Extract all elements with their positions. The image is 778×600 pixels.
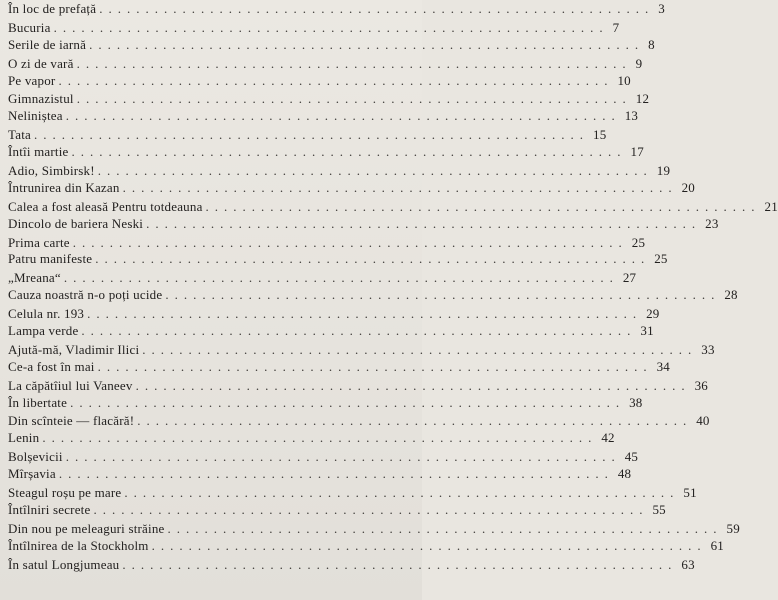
toc-entry	[8, 556, 695, 574]
toc-entry-title: Întîlnirea de la Stockholm	[8, 537, 149, 553]
toc-entry-page-number: 21	[764, 198, 778, 214]
toc-entry	[8, 394, 643, 412]
toc-entry	[8, 19, 620, 37]
toc-entry	[8, 36, 655, 54]
toc-entry-title: Lenin	[8, 430, 40, 446]
toc-entry-page-number: 63	[681, 556, 695, 572]
toc-entry-page-number: 25	[654, 251, 668, 267]
toc-entry	[8, 520, 740, 538]
toc-entry-title: Întîi martie	[8, 144, 69, 160]
dot-leader: ............................................................	[72, 234, 628, 250]
toc-entry-page-number: 3	[658, 1, 665, 16]
dot-leader: ............................................................	[58, 72, 614, 88]
toc-entry-page-number: 51	[683, 485, 697, 501]
dot-leader: ............................................................	[81, 323, 637, 339]
toc-entry	[8, 269, 637, 287]
toc-entry	[8, 377, 708, 395]
dot-leader: ............................................................	[165, 287, 721, 303]
toc-entry-page-number: 8	[648, 36, 655, 52]
toc-entry-page-number: 23	[705, 215, 719, 231]
toc-entry-title: „Mreana“	[8, 270, 61, 286]
toc-entry-title: Steagul roșu pe mare	[8, 485, 122, 501]
toc-entry-page-number: 27	[622, 270, 637, 286]
toc-entry	[8, 429, 615, 447]
dot-leader: ............................................................	[95, 251, 651, 267]
dot-leader: ............................................................	[89, 36, 645, 52]
toc-entry	[8, 90, 650, 108]
dot-leader: ............................................................	[146, 215, 702, 231]
toc-entry	[8, 448, 639, 466]
toc-entry-page-number: 13	[624, 108, 639, 124]
dot-leader: ............................................................	[58, 466, 614, 482]
toc-entry-title: Neliniștea	[8, 108, 63, 124]
toc-entry-page-number: 12	[635, 91, 650, 107]
toc-entry-title: Adio, Simbirsk!	[8, 163, 95, 179]
dot-leader: ............................................................	[93, 501, 649, 517]
toc-entry-title: Ajută-mă, Vladimir Ilici	[8, 341, 140, 357]
toc-entry-title: În loc de prefață	[8, 1, 97, 16]
dot-leader: ............................................................	[70, 394, 626, 410]
toc-entry-title: Întîlniri secrete	[8, 501, 91, 517]
toc-entry-title: Lampa verde	[8, 323, 79, 339]
toc-entry	[8, 341, 715, 359]
toc-entry-page-number: 15	[593, 127, 607, 143]
toc-entry-page-number: 55	[652, 501, 666, 517]
toc-entry-title: Dincolo de bariera Neski	[8, 215, 144, 231]
toc-entry	[8, 537, 724, 555]
toc-entry-title: O zi de vară	[8, 55, 74, 71]
toc-entry-title: Ce-a fost în mai	[8, 358, 95, 374]
dot-leader: ............................................................	[53, 19, 609, 35]
dot-leader: ............................................................	[122, 556, 678, 572]
toc-entry	[8, 501, 666, 519]
toc-entry-page-number: 34	[656, 358, 671, 374]
toc-entry-page-number: 25	[631, 234, 646, 250]
dot-leader: ............................................................	[71, 144, 627, 160]
toc-entry	[8, 250, 668, 268]
dot-leader: ............................................................	[42, 430, 598, 446]
toc-entry-title: Calea a fost aleasă Pentru totdeauna	[8, 198, 203, 214]
toc-entry-page-number: 33	[701, 341, 715, 357]
toc-entry-page-number: 48	[617, 466, 632, 482]
toc-entry-title: La căpătîiul lui Vaneev	[8, 377, 133, 393]
toc-entry-title: Bolșevicii	[8, 449, 63, 465]
dot-leader: ............................................................	[65, 449, 621, 465]
toc-entry	[8, 179, 695, 197]
toc-entry-title: Patru manifeste	[8, 251, 93, 267]
dot-leader: ............................................................	[63, 270, 619, 286]
toc-entry-title: Mîrșavia	[8, 466, 56, 482]
toc-entry	[8, 198, 778, 216]
toc-entry-page-number: 61	[710, 537, 724, 553]
toc-entry-title: În libertate	[8, 394, 68, 410]
toc-entry	[8, 484, 697, 502]
dot-leader: ............................................................	[34, 127, 589, 143]
toc-entry	[8, 305, 660, 323]
dot-leader: ............................................................	[137, 413, 693, 429]
dot-leader: ............................................................	[167, 520, 723, 536]
toc-entry-title: Gimnazistul	[8, 91, 74, 107]
dot-leader: ............................................................	[205, 198, 761, 214]
toc-entry-title: Prima carte	[8, 234, 70, 250]
toc-entry	[8, 215, 719, 233]
toc-entry	[8, 162, 671, 180]
dot-leader: ............................................................	[99, 1, 655, 16]
toc-entry-page-number: 28	[724, 287, 738, 303]
dot-leader: ............................................................	[76, 55, 632, 71]
toc-entry	[8, 55, 643, 73]
toc-entry-title: Bucuria	[8, 19, 51, 35]
dot-leader: ............................................................	[122, 179, 678, 195]
dot-leader: ............................................................	[142, 341, 698, 357]
toc-entry-title: Pe vapor	[8, 72, 56, 88]
dot-leader: ............................................................	[65, 108, 621, 124]
toc-entry-title: Din scînteie — flacără!	[8, 413, 135, 429]
table-of-contents	[8, 1, 778, 574]
toc-entry-page-number: 29	[646, 306, 660, 322]
toc-entry-page-number: 31	[640, 323, 654, 339]
toc-entry-title: În satul Longjumeau	[8, 556, 120, 572]
toc-entry	[8, 143, 644, 161]
dot-leader: ............................................................	[151, 537, 707, 553]
toc-entry-page-number: 17	[630, 144, 644, 160]
toc-entry	[8, 0, 665, 18]
toc-entry-page-number: 19	[656, 163, 671, 179]
toc-entry-title: Celula nr. 193	[8, 306, 85, 322]
toc-entry-page-number: 59	[726, 520, 740, 536]
toc-entry	[8, 126, 607, 144]
toc-entry-page-number: 10	[617, 72, 631, 88]
dot-leader: ............................................................	[97, 163, 653, 179]
dot-leader: ............................................................	[87, 306, 643, 322]
toc-entry-page-number: 9	[635, 55, 643, 71]
toc-entry-page-number: 38	[629, 394, 643, 410]
toc-entry	[8, 322, 654, 340]
toc-entry	[8, 234, 646, 252]
toc-entry-title: Cauza noastră n-o poți ucide	[8, 287, 163, 303]
toc-entry-page-number: 42	[601, 430, 615, 446]
toc-entry-page-number: 40	[696, 413, 710, 429]
toc-entry	[8, 465, 632, 483]
toc-entry-title: Serile de iarnă	[8, 36, 87, 52]
dot-leader: ............................................................	[97, 358, 653, 374]
toc-entry-page-number: 20	[681, 179, 695, 195]
dot-leader: ............................................................	[76, 91, 632, 107]
toc-entry-page-number: 7	[612, 19, 620, 35]
toc-entry	[8, 358, 671, 376]
toc-entry	[8, 412, 710, 430]
toc-entry-page-number: 36	[694, 377, 708, 393]
toc-entry	[8, 107, 639, 125]
dot-leader: ............................................................	[135, 377, 691, 393]
toc-entry	[8, 72, 631, 90]
toc-entry-title: Tata	[8, 127, 31, 143]
toc-entry-page-number: 45	[624, 449, 639, 465]
toc-entry	[8, 286, 738, 304]
dot-leader: ............................................................	[124, 485, 680, 501]
toc-entry-title: Din nou pe meleaguri străine	[8, 520, 165, 536]
toc-entry-title: Întrunirea din Kazan	[8, 179, 120, 195]
